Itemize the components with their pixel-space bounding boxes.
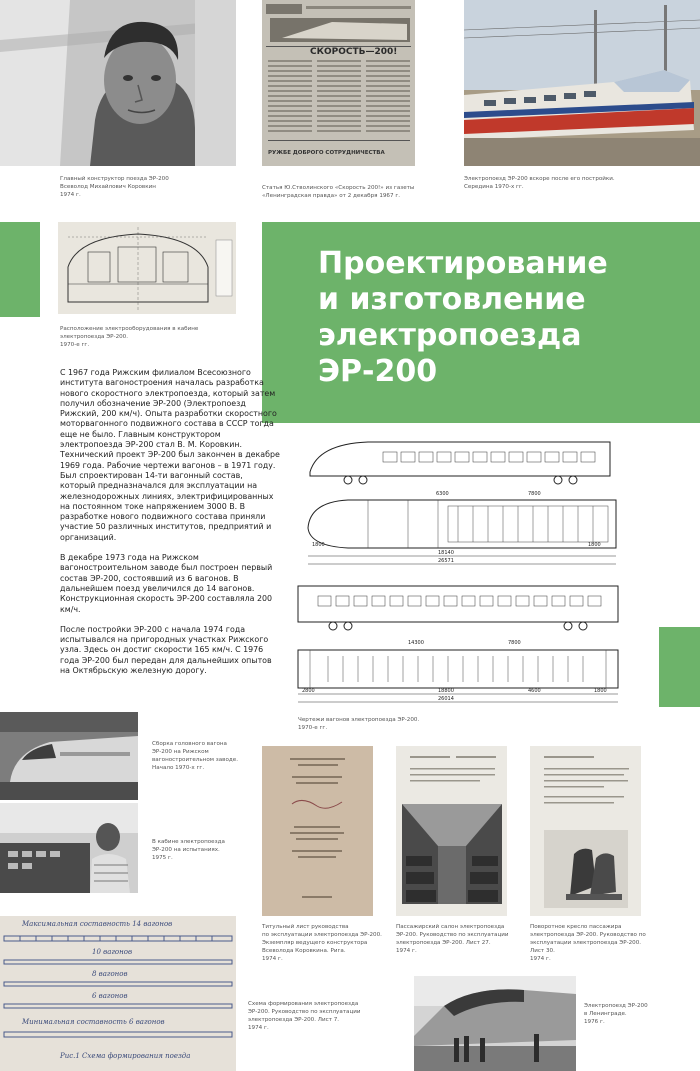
paragraph-2: В декабре 1973 года на Рижском вагоностроительном заводе был построен первый состав ЭР-200, состоявший из 6 вагонов. В дальнейшем поезд увеличился до 14 вагонов. Конструкционная скорость ЭР-200 составляла 200 км/ч. — [60, 553, 273, 614]
newspaper-drawing — [262, 0, 415, 166]
newspaper-footer: РУЖБЕ ДОБРОГО СОТРУДНИЧЕСТВА — [268, 150, 385, 156]
caption-portrait: Главный конструктор поезда ЭР-200 Всеволод Михайлович Коровкин 1974 г. — [60, 176, 169, 198]
cab-testing-photo — [0, 803, 138, 893]
dim-label: 1800 — [312, 542, 325, 548]
swivel-seat-scan — [530, 746, 641, 916]
dim-label: 2800 — [302, 688, 315, 694]
title-page-drawing — [262, 746, 373, 916]
newspaper-clipping-photo — [262, 0, 415, 166]
cab-equipment-drawing — [58, 222, 236, 314]
car-technical-drawings — [288, 436, 630, 714]
dim-label: 1800 — [594, 688, 607, 694]
body-text — [60, 368, 280, 676]
caption-saloon: Пассажирский салон электропоезда ЭР-200. Руководство по эксплуатации электропоезда ЭР-200. Лист 27. 1974 г. — [396, 924, 509, 954]
saloon-drawing — [396, 746, 507, 916]
caption-leningrad: Электропоезд ЭР-200 в Ленинграде. 1976 г. — [584, 1003, 648, 1025]
dim-label: 7800 — [508, 640, 521, 646]
passenger-saloon-scan — [396, 746, 507, 916]
scheme-figure-label: Рис.1 Схема формирования поезда — [60, 1052, 191, 1060]
dim-label: 18800 — [438, 688, 454, 694]
dim-label: 1800 — [588, 542, 601, 548]
dim-label: 6300 — [436, 491, 449, 497]
caption-cab: Расположение электрооборудования в кабине электропоезда ЭР-200. 1970-е гг. — [60, 326, 199, 348]
caption-drawings: Чертежи вагонов электропоезда ЭР-200. 1970-е гг. — [298, 717, 420, 731]
portrait-korovkin-photo — [0, 0, 236, 166]
caption-scheme: Схема формирования электропоезда ЭР-200. Руководство по эксплуатации электропоезда ЭР-200. Лист 7. 1974 г. — [248, 1001, 361, 1031]
train-color-photo — [464, 0, 700, 166]
formation-scheme-scan — [0, 916, 236, 1071]
dim-label: 4600 — [528, 688, 541, 694]
caption-assembly: Сборка головного вагона ЭР-200 на Рижском вагоностроительном заводе. Начало 1970-х гг. — [152, 741, 238, 771]
dim-label: 14300 — [408, 640, 424, 646]
head-car-assembly-photo — [0, 712, 138, 800]
accent-bar-right — [659, 627, 700, 707]
caption-newspaper: Статья Ю.Стволинского «Скорость 200!» из газеты «Ленинградская правда» от 2 декабря 1967 г. — [262, 185, 415, 199]
train-color-drawing — [464, 0, 700, 166]
seat-drawing — [530, 746, 641, 916]
scheme-row3-label: 6 вагонов — [92, 992, 128, 1000]
caption-cab-testing: В кабине электропоезда ЭР-200 на испытаниях. 1975 г. — [152, 839, 225, 861]
paragraph-3: После постройки ЭР-200 с начала 1974 года испытывался на пригородных участках Рижского узла. Здесь он достиг скорости 165 км/ч. С 1976 года ЭР-200 был передан для дальнейших опытов на Октябрьскую железную дорогу. — [60, 624, 272, 676]
leningrad-drawing — [414, 976, 576, 1071]
train-leningrad-photo — [414, 976, 576, 1071]
paragraph-1: С 1967 года Рижским филиалом Всесоюзного института вагоностроения началась разработка нового скоростного электропоезда, который затем получил обозначение ЭР-200 (Электропоезд Рижский, 200 км/ч). Опыта разработки скоростного моторвагонного подвижного состава в СССР тогда еще не было. Главным конструктором электропоезда ЭР-200 стал В. М. Коровкин. Технический проект ЭР-200 был закончен в декабре 1969 года. Рабочие чертежи вагонов – в 1971 году. Был спроектирован 14-ти вагонный состав, который предназначался для эксплуатации на железнодорожных линиях, электрифицированных на постоянном токе напряжением 3000 В. В разработке нового подвижного состава приняли участие 50 различных институтов, предприятий и организаций. — [60, 368, 280, 542]
dim-label: 26571 — [438, 558, 454, 564]
newspaper-headline: СКОРОСТЬ—200! — [310, 47, 398, 57]
page-title: Проектирование и изготовление электропоезда ЭР-200 — [318, 246, 608, 389]
manual-title-page-scan — [262, 746, 373, 916]
scheme-bottom-label: Минимальная составность 6 вагонов — [22, 1018, 165, 1026]
scheme-row2-label: 8 вагонов — [92, 970, 128, 978]
dim-label: 18140 — [438, 550, 454, 556]
caption-seat: Поворотное кресло пассажира электропоезда ЭР-200. Руководство по эксплуатации электропоезда ЭР-200. Лист 30. 1974 г. — [530, 924, 646, 962]
cab-schematic — [58, 222, 236, 314]
dim-label: 26014 — [438, 696, 454, 702]
assembly-drawing — [0, 712, 138, 800]
caption-title-page: Титульный лист руководства по эксплуатации электропоезда ЭР-200. Экземпляр ведущего конструктора Всеволода Коровкина. Рига. 1974 г. — [262, 924, 382, 962]
cab-testing-drawing — [0, 803, 138, 893]
scheme-row1-label: 10 вагонов — [92, 948, 133, 956]
portrait-drawing — [0, 0, 236, 166]
accent-bar-left — [0, 222, 40, 317]
car-drawings-svg — [288, 436, 630, 714]
scheme-top-label: Максимальная составность 14 вагонов — [22, 920, 173, 928]
caption-train-color: Электропоезд ЭР-200 вскоре после его постройки. Середина 1970-х гг. — [464, 176, 615, 190]
dim-label: 7800 — [528, 491, 541, 497]
